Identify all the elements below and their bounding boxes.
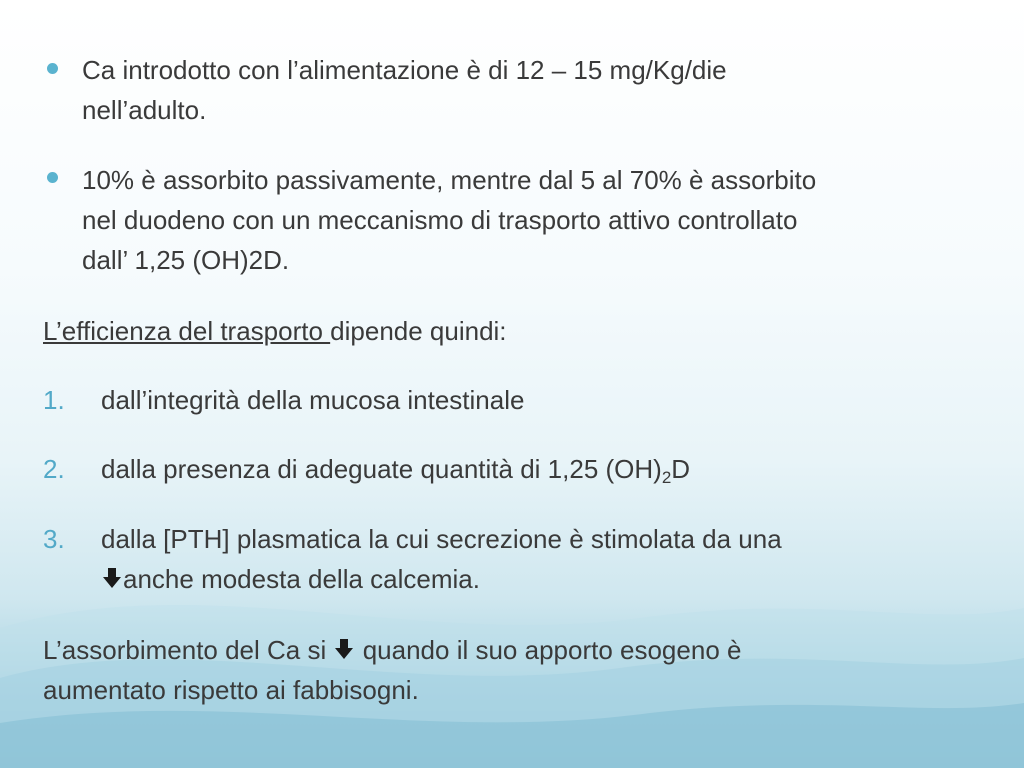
absorption-line-1-end: quando il suo apporto esogeno è <box>355 635 742 665</box>
subscript-2: 2 <box>661 468 672 487</box>
bullet-dot <box>47 63 58 74</box>
arrow-down-icon <box>333 637 355 661</box>
bullet-2-line-2: nel duodeno con un meccanismo di trasporto attivo controllato <box>82 205 798 235</box>
number-1: 1. <box>43 385 65 415</box>
efficiency-underlined: L’efficienza del trasporto <box>43 316 331 346</box>
absorption-line-1-start: L’assorbimento del Ca si <box>43 635 334 665</box>
bullet-2-line-1: 10% è assorbito passivamente, mentre dal 5 al 70% è assorbito <box>82 165 817 195</box>
bullet-1-line-2: nell’adulto. <box>82 95 207 125</box>
numbered-item-2 <box>101 449 690 489</box>
absorption-line-2: aumentato rispetto ai fabbisogni. <box>43 675 419 705</box>
bullet-2-line-3: dall’ 1,25 (OH)2D. <box>82 245 290 275</box>
absorption-line-1 <box>43 630 741 670</box>
efficiency-line <box>43 311 507 351</box>
numbered-item-1 <box>101 380 524 420</box>
bullet-dot <box>47 172 58 183</box>
numbered-item-3-line-2 <box>101 559 782 599</box>
number-2: 2. <box>43 454 65 484</box>
arrow-down-icon <box>101 566 123 590</box>
bullet-1-line-1: Ca introdotto con l’alimentazione è di 12 – 15 mg/Kg/die <box>82 55 727 85</box>
bullet-1 <box>82 50 727 130</box>
numbered-item-2-suffix: D <box>671 454 691 484</box>
bullet-2 <box>82 160 816 280</box>
efficiency-rest: dipende quindi: <box>330 316 507 346</box>
numbered-item-3-line-2-text: anche modesta della calcemia. <box>123 564 480 594</box>
number-3: 3. <box>43 524 65 554</box>
numbered-item-1-text: dall’integrità della mucosa intestinale <box>101 385 525 415</box>
numbered-item-3-line-1: dalla [PTH] plasmatica la cui secrezione è stimolata da una <box>101 524 782 554</box>
numbered-item-2-text: dalla presenza di adeguate quantità di 1,25 (OH) <box>101 454 662 484</box>
absorption-paragraph <box>43 630 741 710</box>
numbered-item-3 <box>101 519 782 599</box>
